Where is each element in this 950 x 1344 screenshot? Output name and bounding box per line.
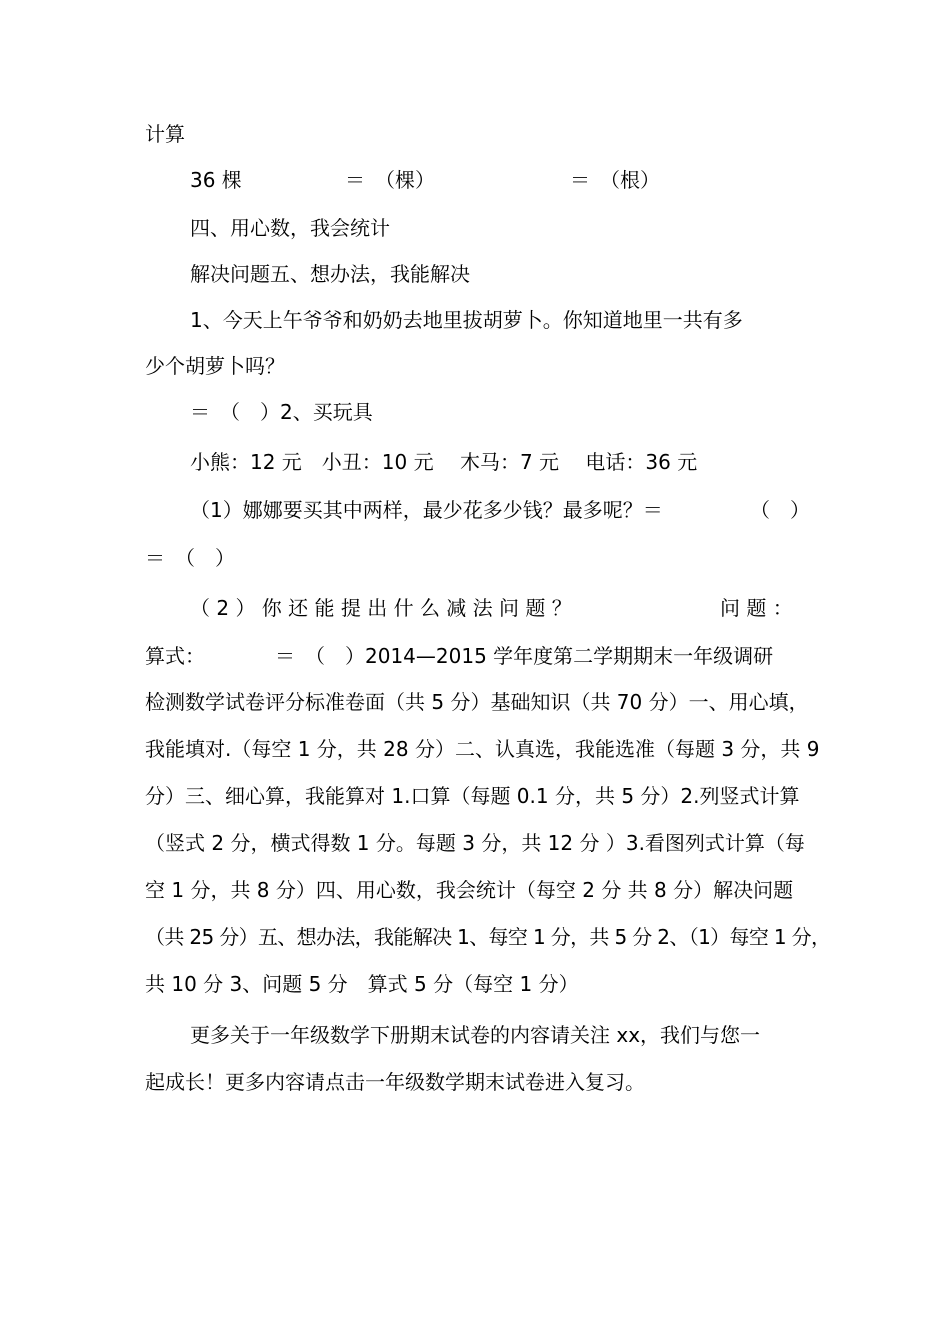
text-line: 小熊：12 元 小丑：10 元 木马：7 元 电话：36 元	[190, 450, 698, 474]
text-line: ＝ （棵）	[345, 168, 435, 192]
text-line: 1、今天上午爷爷和奶奶去地里拔胡萝卜。你知道地里一共有多	[190, 308, 743, 332]
text-line: 我能填对.（每空 1 分，共 28 分）二、认真选，我能选准（每题 3 分，共 9	[145, 737, 820, 761]
text-line: 更多关于一年级数学下册期末试卷的内容请关注 xx，我们与您一	[190, 1023, 761, 1047]
text-line: ＝ （根）	[570, 168, 660, 192]
text-line: 计算	[145, 122, 185, 146]
text-line: ＝ （ ）2、买玩具	[190, 400, 373, 424]
text-line: （ 2 ） 你 还 能 提 出 什 么 减 法 问 题 ？	[190, 596, 572, 620]
text-line: 少个胡萝卜吗？	[145, 354, 285, 378]
text-line: （共 25 分）五、想办法，我能解决 1、每空 1 分，共 5 分 2、（1）每空 1 分，	[145, 925, 831, 949]
text-line: 分）三、细心算，我能算对 1.口算（每题 0.1 分，共 5 分）2.列竖式计算	[145, 784, 800, 808]
text-line: （1）娜娜要买其中两样，最少花多少钱？最多呢？＝	[190, 498, 663, 522]
text-line: 四、用心数，我会统计	[190, 216, 390, 240]
text-line: 共 10 分 3、问题 5 分 算式 5 分（每空 1 分）	[145, 972, 579, 996]
text-line: ＝ （ ）2014—2015 学年度第二学期期末一年级调研	[275, 644, 774, 668]
text-line: 空 1 分，共 8 分）四、用心数，我会统计（每空 2 分 共 8 分）解决问题	[145, 878, 794, 902]
text-line: 检测数学试卷评分标准卷面（共 5 分）基础知识（共 70 分）一、用心填，	[145, 690, 809, 714]
text-line: 起成长！更多内容请点击一年级数学期末试卷进入复习。	[145, 1070, 645, 1094]
text-line: （竖式 2 分，横式得数 1 分。每题 3 分，共 12 分 ）3.看图列式计算（每	[145, 831, 805, 855]
text-line: ＝ （ ）	[145, 546, 235, 570]
text-line: 问 题 ：	[720, 596, 793, 620]
text-line: 算式：	[145, 644, 205, 668]
text-line: （ ）	[750, 498, 810, 522]
text-line: 解决问题五、想办法，我能解决	[190, 262, 470, 286]
text-line: 36 棵	[190, 168, 242, 192]
